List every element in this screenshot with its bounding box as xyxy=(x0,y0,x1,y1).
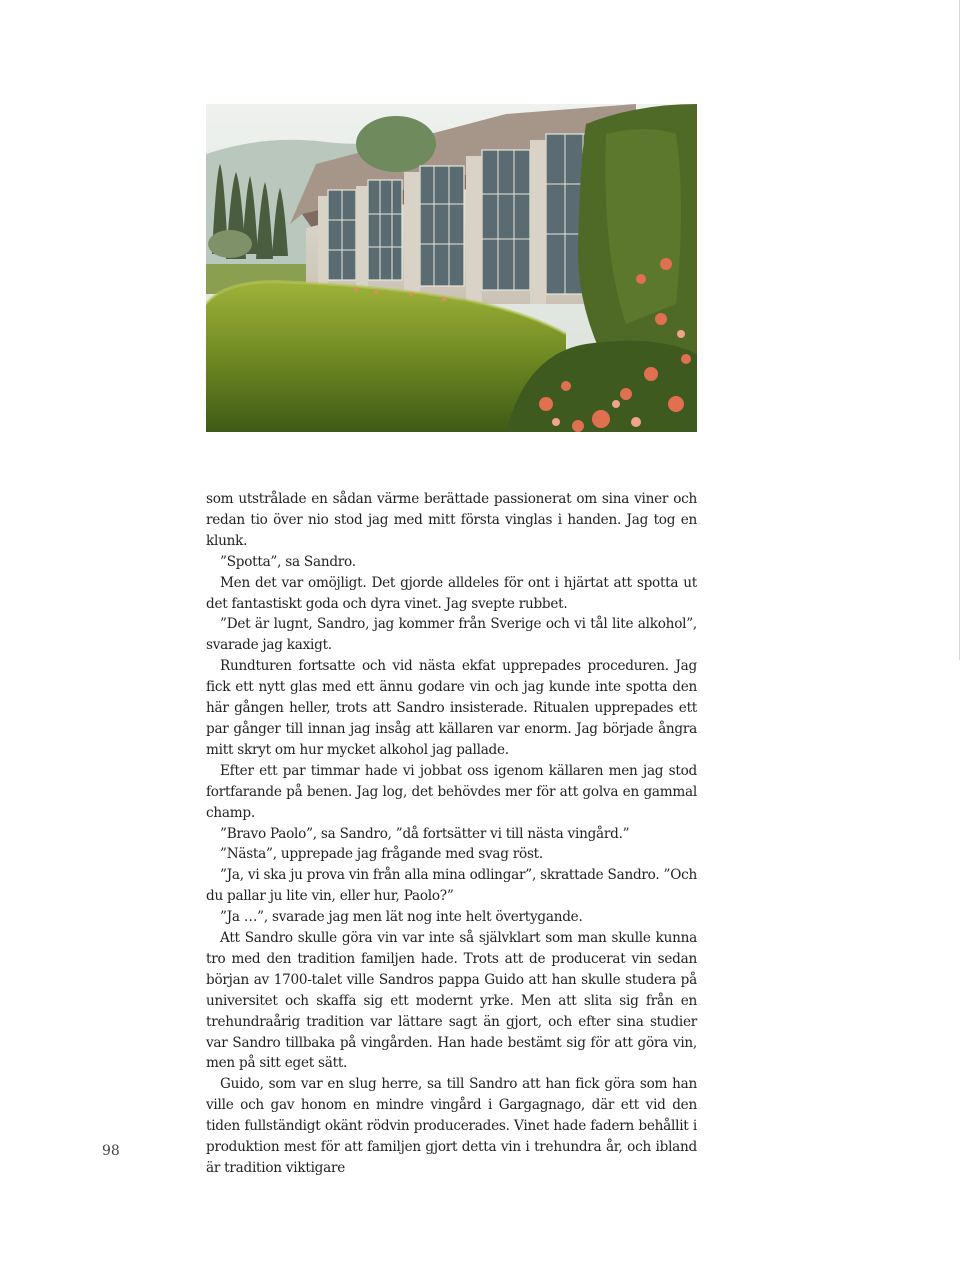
paragraph: ”Nästa”, upprepade jag frågande med svag röst. xyxy=(220,846,543,863)
body-text xyxy=(206,489,697,1179)
villa-garden-photo xyxy=(206,104,697,432)
paragraph: Efter ett par timmar hade vi jobbat oss igenom källaren men jag stod fortfarande på benen. Jag log, det behövdes mer för att golva en gammal champ. xyxy=(206,762,697,821)
paragraph: Men det var omöjligt. Det gjorde alldeles för ont i hjärtat att spotta ut det fantastiskt goda och dyra vinet. Jag svepte rubbet. xyxy=(206,574,697,612)
paragraph: ”Det är lugnt, Sandro, jag kommer från Sverige och vi tål lite alkohol”, svarade jag kaxigt. xyxy=(206,616,697,654)
paragraph: ”Bravo Paolo”, sa Sandro, ”då fortsätter vi till nästa vingård.” xyxy=(220,825,630,842)
paragraph: ”Ja …”, svarade jag men lät nog inte helt övertygande. xyxy=(220,909,583,926)
paragraph: ”Ja, vi ska ju prova vin från alla mina odlingar”, skrattade Sandro. ”Och du pallar ju lite vin, eller hur, Paolo?” xyxy=(206,867,697,905)
paragraph: Guido, som var en slug herre, sa till Sandro att han fick göra som han ville och gav honom en mindre vingård i Gargagnago, där ett vid den tiden fullständigt okänt rödvin producerades. Vinet hade fadern behållit i produktion mest för att familjen gjort detta vin i trehundra år, och ibland är tradition viktigare xyxy=(206,1076,697,1176)
paragraph: ”Spotta”, sa Sandro. xyxy=(220,553,356,570)
paragraph: Rundturen fortsatte och vid nästa ekfat upprepades proceduren. Jag fick ett nytt glas med ett ännu godare vin och jag kunde inte spotta den här gången heller, trots att Sandro insisterade. Ritualen upprepades ett par gånger till innan jag insåg att källaren var enorm. Jag började ångra mitt skryt om hur mycket alkohol jag pallade. xyxy=(206,658,697,758)
paragraph: Att Sandro skulle göra vin var inte så självklart som man skulle kunna tro med den tradition familjen hade. Trots att de producerat vin sedan början av 1700-talet ville Sandros pappa Guido att han skulle studera på universitet och skaffa sig ett modernt yrke. Men att slita sig från en trehundraårig tradition var lättare sagt än gjort, och efter sina studier var Sandro tillbaka på vingården. Han hade bestämt sig för att göra vin, men på sitt eget sätt. xyxy=(206,930,697,1072)
page-number: 98 xyxy=(102,1143,120,1159)
paragraph: som utstrålade en sådan värme berättade passionerat om sina viner och redan tio över nio stod jag med mitt första vinglas i handen. Jag tog en klunk. xyxy=(206,491,697,549)
